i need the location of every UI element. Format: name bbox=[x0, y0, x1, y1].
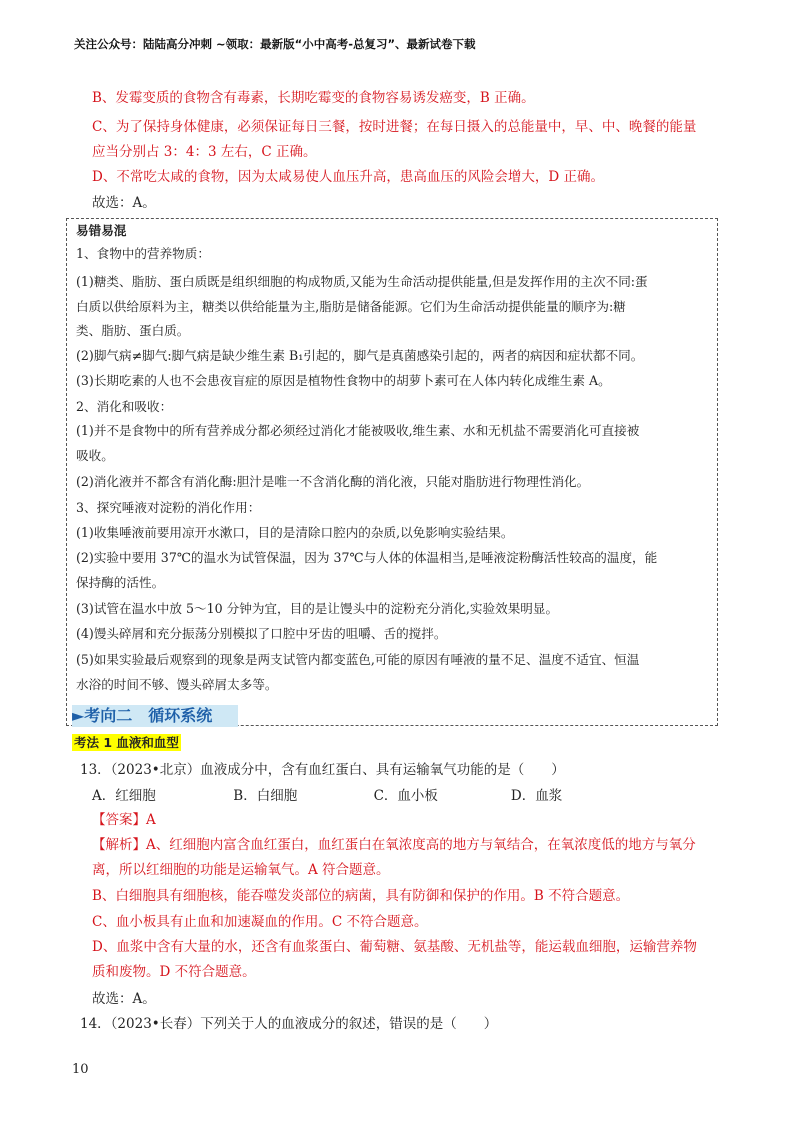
analysis-line: B、白细胞具有细胞核，能吞噬发炎部位的病菌，具有防御和保护的作用。B 不符合题意。 bbox=[92, 888, 630, 904]
box-line: (3)试管在温水中放 5～10 分钟为宜，目的是让馒头中的淀粉充分消化,实验效果明显。 bbox=[76, 601, 559, 616]
box-line: (1)收集唾液前要用凉开水漱口，目的是清除口腔内的杂质,以免影响实验结果。 bbox=[76, 525, 514, 540]
analysis-line: 质和废物。D 不符合题意。 bbox=[92, 964, 256, 980]
box-line: 水浴的时间不够、馒头碎屑太多等。 bbox=[76, 677, 278, 692]
box-line: (1)并不是食物中的所有营养成分都必须经过消化才能被吸收,维生素、水和无机盐不需要消化可直接被 bbox=[76, 423, 640, 438]
box-line: 吸收。 bbox=[76, 448, 114, 463]
choice-text: 故选：A。 bbox=[92, 991, 156, 1007]
analysis-line: 离，所以红细胞的功能是运输氧气。A 符合题意。 bbox=[92, 862, 390, 878]
box-line: 1、食物中的营养物质： bbox=[76, 246, 210, 261]
box-line: (2)实验中要用 37℃的温水为试管保温，因为 37℃与人体的体温相当,是唾液淀粉酶活性较高的温度，能 bbox=[76, 550, 658, 565]
box-line: 2、消化和吸收： bbox=[76, 399, 173, 414]
option-c: C．血小板 bbox=[373, 788, 438, 804]
answer-c-text-2: 应当分别占 3：4：3 左右，C 正确。 bbox=[92, 144, 317, 160]
analysis-line: C、血小板具有止血和加速凝血的作用。C 不符合题意。 bbox=[92, 914, 428, 930]
box-line: 保持酶的活性。 bbox=[76, 575, 165, 590]
answer-label: 【答案】A bbox=[92, 812, 156, 828]
box-line: (5)如果实验最后观察到的现象是两支试管内都变蓝色,可能的原因有唾液的量不足、温度不适宜、恒温 bbox=[76, 652, 640, 667]
box-line: (2)消化液并不都含有消化酶:胆汁是唯一不含消化酶的消化液，只能对脂肪进行物理性消化。 bbox=[76, 474, 590, 489]
kaofa-label: 考法 1 血液和血型 bbox=[74, 735, 179, 750]
option-a: A．红细胞 bbox=[92, 788, 156, 804]
box-line: (2)脚气病≠脚气:脚气病是缺少维生素 B₁引起的，脚气是真菌感染引起的，两者的病因和症状都不同。 bbox=[76, 348, 644, 363]
box-line: (1)糖类、脂肪、蛋白质既是组织细胞的构成物质,又能为生命活动提供能量,但是发挥作用的主次不同:蛋 bbox=[76, 274, 648, 289]
analysis-line: D、血浆中含有大量的水，还含有血浆蛋白、葡萄糖、氨基酸、无机盐等，能运载血细胞，运输营养物 bbox=[92, 939, 697, 955]
option-b: B．白细胞 bbox=[233, 788, 298, 804]
box-line: (4)馒头碎屑和充分振荡分别模拟了口腔中牙齿的咀嚼、舌的搅拌。 bbox=[76, 626, 447, 641]
page-header: 关注公众号：陆陆高分冲刺 ~领取：最新版“小中高考-总复习”、最新试卷下载 bbox=[74, 37, 476, 51]
analysis-line: 【解析】A、红细胞内富含血红蛋白，血红蛋白在氧浓度高的地方与氧结合，在氧浓度低的地方与氧分 bbox=[92, 837, 696, 853]
answer-b-text: B、发霉变质的食物含有毒素，长期吃霉变的食物容易诱发癌变，B 正确。 bbox=[92, 90, 535, 106]
box-line: 类、脂肪、蛋白质。 bbox=[76, 323, 190, 338]
box-line: 白质以供给原料为主，糖类以供给能量为主,脂肪是储备能源。它们为生命活动提供能量的顺序为:糖 bbox=[76, 299, 626, 314]
answer-d-text: D、不常吃太咸的食物，因为太咸易使人血压升高，患高血压的风险会增大，D 正确。 bbox=[92, 169, 604, 185]
page-number: 10 bbox=[72, 1062, 89, 1077]
box-line: (3)长期吃素的人也不会患夜盲症的原因是植物性食物中的胡萝卜素可在人体内转化成维生素 A。 bbox=[76, 373, 611, 388]
choice-text: 故选：A。 bbox=[92, 195, 156, 211]
question-13-options bbox=[92, 786, 562, 806]
box-title: 易错易混 bbox=[76, 223, 127, 238]
section-title: ►考向二 循环系统 bbox=[72, 705, 238, 727]
common-mistakes-box bbox=[66, 218, 718, 726]
question-13-stem: 13．（2023•北京）血液成分中，含有血红蛋白、具有运输氧气功能的是（ ） bbox=[80, 762, 565, 778]
question-14-stem: 14．（2023•长春）下列关于人的血液成分的叙述，错误的是（ ） bbox=[80, 1016, 498, 1032]
box-line: 3、探究唾液对淀粉的消化作用： bbox=[76, 500, 261, 515]
answer-c-text-1: C、为了保持身体健康，必须保证每日三餐，按时进餐；在每日摄入的总能量中，早、中、晚餐的能量 bbox=[92, 119, 697, 135]
option-d: D．血浆 bbox=[510, 788, 563, 804]
